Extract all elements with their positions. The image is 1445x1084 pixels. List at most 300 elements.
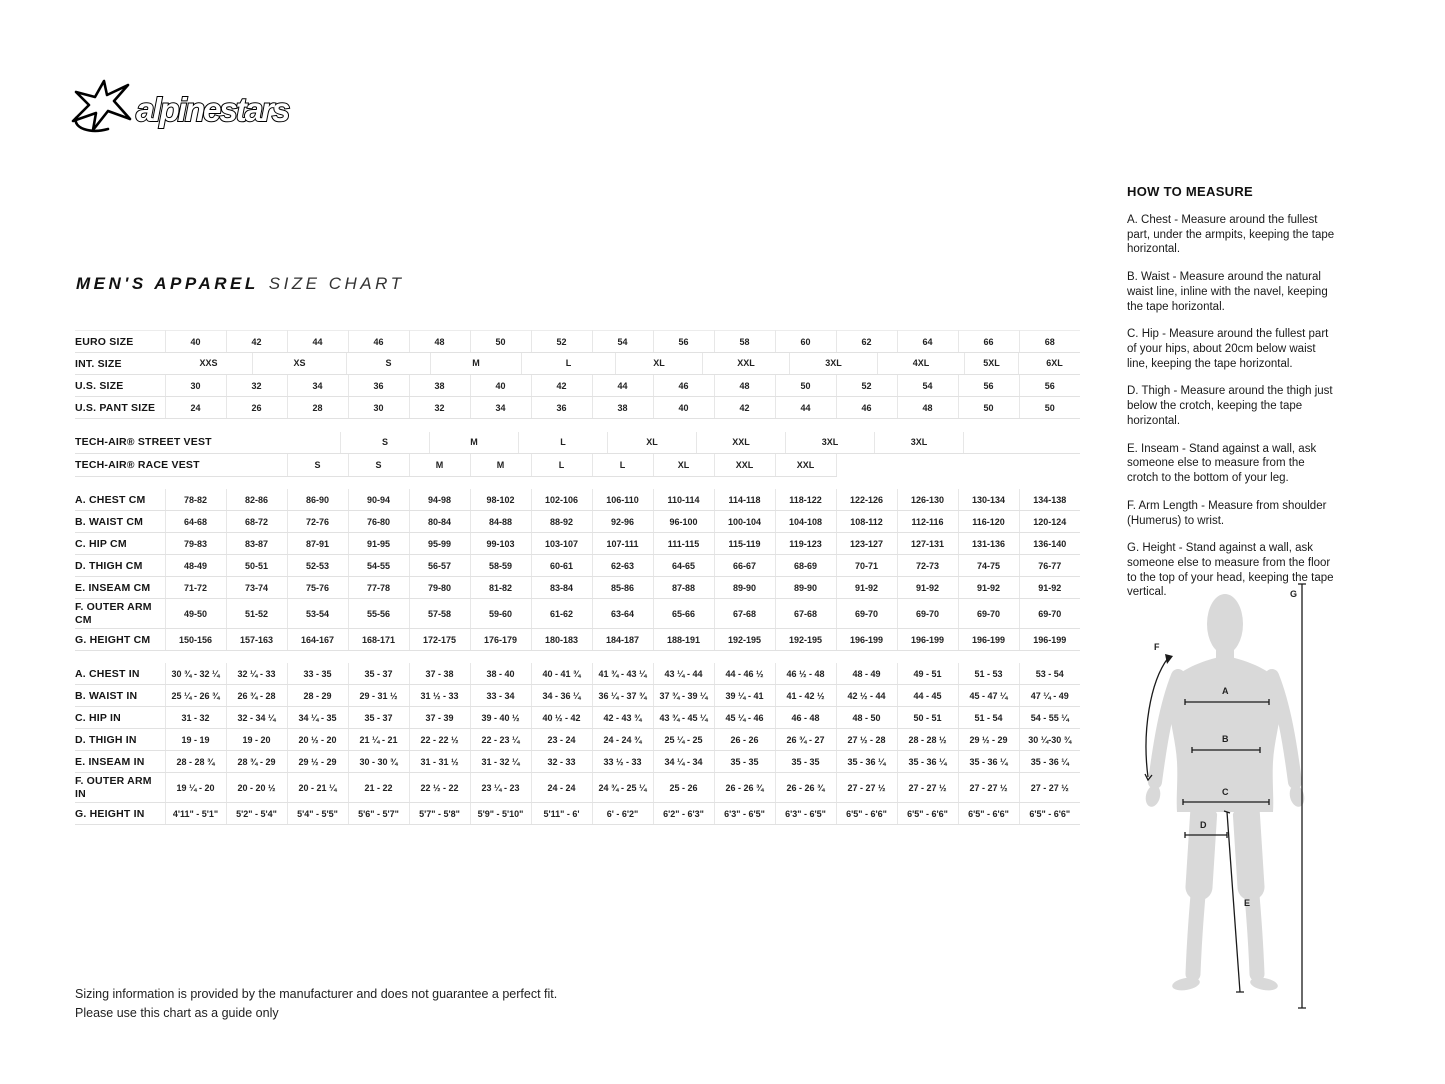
size-cell: 3XL [785,432,874,453]
size-cell: 40 [653,397,714,419]
size-cell: 50 [775,375,836,397]
size-cell: 54 - 55 ¼ [1019,707,1080,729]
size-cell: 89-90 [775,577,836,599]
size-cell: 32 [409,397,470,419]
how-to-measure-panel [1127,184,1335,613]
size-cell: 73-74 [226,577,287,599]
size-cell: 61-62 [531,599,592,629]
size-cell: 108-112 [836,511,897,533]
size-cell: 20 - 21 ¼ [287,773,348,803]
size-cell: 3XL [789,353,877,374]
size-cell: 51 - 53 [958,663,1019,685]
size-cell: 5'2" - 5'4" [226,803,287,825]
size-cell: 112-116 [897,511,958,533]
page-title [76,274,405,294]
row-label: INT. SIZE [75,353,165,375]
size-cell: 42 [531,375,592,397]
size-cell: 50 [1019,397,1080,419]
table-spacer-row [75,419,1080,432]
size-cell: M [470,454,531,477]
table-row [75,729,1080,751]
size-cell: 5'9" - 5'10" [470,803,531,825]
size-cell: 68-69 [775,555,836,577]
size-cell: 35 - 35 [714,751,775,773]
size-cell: 6XL [1018,353,1090,374]
size-cell: 34 ¼ - 34 [653,751,714,773]
size-cell: 43 ¼ - 44 [653,663,714,685]
size-cell: M [409,454,470,477]
size-cell: 79-83 [165,533,226,555]
size-cell [897,454,958,477]
size-cell: 34 [287,375,348,397]
size-cell: L [518,432,607,453]
row-label: G. HEIGHT IN [75,803,165,825]
size-cell: 66-67 [714,555,775,577]
size-cell: 26 - 26 [714,729,775,751]
size-cell: 51-52 [226,599,287,629]
table-spacer-row [75,651,1080,664]
size-cell: 28 [287,397,348,419]
size-cell: 86-90 [287,489,348,511]
figure-label-arm: F [1154,642,1160,652]
size-cell [836,454,897,477]
row-label: B. WAIST IN [75,685,165,707]
size-cell: 126-130 [897,489,958,511]
size-cell: 35 - 36 ¼ [1019,751,1080,773]
size-cell: 31 - 32 ¼ [470,751,531,773]
size-cell: 67-68 [714,599,775,629]
size-cell: 6'2" - 6'3" [653,803,714,825]
table-row [75,397,1080,419]
size-cell: 91-92 [958,577,1019,599]
size-cell: 72-76 [287,511,348,533]
size-cell: 134-138 [1019,489,1080,511]
size-cell: 102-106 [531,489,592,511]
size-cell: 58 [714,331,775,353]
size-cell: 34 - 36 ¼ [531,685,592,707]
size-cell: 35 - 36 ¼ [836,751,897,773]
size-cell: 83-87 [226,533,287,555]
size-cell: XS [252,353,346,374]
size-cell: 27 ½ - 28 [836,729,897,751]
size-cell: 76-80 [348,511,409,533]
figure-label-inseam: E [1244,898,1251,908]
size-cell: 54 [592,331,653,353]
size-cell: 22 - 22 ½ [409,729,470,751]
size-cell: 39 - 40 ½ [470,707,531,729]
table-row [75,577,1080,599]
size-cell: 118-122 [775,489,836,511]
table-row [75,511,1080,533]
size-cell: XL [607,432,696,453]
size-cell: 30 ¼-30 ¾ [1019,729,1080,751]
size-cell: 23 ¼ - 23 [470,773,531,803]
size-cell: 180-183 [531,629,592,651]
size-cell: 62-63 [592,555,653,577]
size-cell: 33 - 34 [470,685,531,707]
size-cell: 6'3" - 6'5" [714,803,775,825]
size-cell: 71-72 [165,577,226,599]
size-cell: 114-118 [714,489,775,511]
size-cell: 19 ¼ - 20 [165,773,226,803]
size-cell: 83-84 [531,577,592,599]
size-cell: 157-163 [226,629,287,651]
size-cell: 6'5" - 6'6" [958,803,1019,825]
size-cell: 168-171 [348,629,409,651]
table-row [75,751,1080,773]
size-cell: 39 ¼ - 41 [714,685,775,707]
size-cell: 120-124 [1019,511,1080,533]
size-cell: 122-126 [836,489,897,511]
size-cell: 27 - 27 ½ [1019,773,1080,803]
size-cell: 42 [714,397,775,419]
size-cell: 87-91 [287,533,348,555]
size-cell: 69-70 [836,599,897,629]
size-cell: 35 - 37 [348,663,409,685]
size-cell: 19 - 19 [165,729,226,751]
size-cell: 28 - 28 ¾ [165,751,226,773]
size-cell: 31 - 32 [165,707,226,729]
size-cell: 48 [409,331,470,353]
size-cell: 56 [1019,375,1080,397]
size-cell: 78-82 [165,489,226,511]
size-cell: 53 - 54 [1019,663,1080,685]
size-cell: 100-104 [714,511,775,533]
measure-instruction: E. Inseam - Stand against a wall, ask someone else to measure from the crotch to the bottom of your leg. [1127,442,1317,485]
size-cell: 36 ¼ - 37 ¾ [592,685,653,707]
size-cell: 29 - 31 ½ [348,685,409,707]
size-cell: 64 [897,331,958,353]
table-row [75,431,1080,454]
row-label: C. HIP CM [75,533,165,555]
size-cell: 44 [287,331,348,353]
size-cell: 4'11" - 5'1" [165,803,226,825]
table-row [75,331,1080,353]
size-cell: 5'6" - 5'7" [348,803,409,825]
size-cell: 22 - 23 ¼ [470,729,531,751]
size-cell: 6'5" - 6'6" [836,803,897,825]
figure-label-waist: B [1222,734,1229,744]
size-cell: 57-58 [409,599,470,629]
size-cell: 98-102 [470,489,531,511]
size-cell: 21 ¼ - 21 [348,729,409,751]
size-cell: 79-80 [409,577,470,599]
size-cell: 92-96 [592,511,653,533]
size-cell: 46 [836,397,897,419]
page-title-main: MEN'S APPAREL [76,274,259,293]
row-label: F. OUTER ARM IN [75,773,165,803]
size-cell: 48 - 49 [836,663,897,685]
row-label: E. INSEAM IN [75,751,165,773]
size-cell: 37 ¾ - 39 ¼ [653,685,714,707]
size-cell: 52 [836,375,897,397]
size-cell: 172-175 [409,629,470,651]
size-cell: 44 - 45 [897,685,958,707]
size-cell: S [287,454,348,477]
size-cell: 44 - 46 ½ [714,663,775,685]
size-cell: 184-187 [592,629,653,651]
size-cell [958,454,1019,477]
size-cell: 5'11" - 6' [531,803,592,825]
size-cell: 49-50 [165,599,226,629]
size-cell: 38 - 40 [470,663,531,685]
row-label: A. CHEST CM [75,489,165,511]
size-cell: 32 ¼ - 33 [226,663,287,685]
figure-label-chest: A [1222,686,1229,696]
table-row [75,489,1080,511]
size-cell: 45 ¼ - 46 [714,707,775,729]
how-to-measure-list [1127,213,1335,600]
size-cell: 76-77 [1019,555,1080,577]
table-row [75,629,1080,651]
size-cell: 46 [348,331,409,353]
size-cell: 25 ¼ - 26 ¾ [165,685,226,707]
size-cell: 123-127 [836,533,897,555]
size-cell: 52 [531,331,592,353]
measure-instruction: F. Arm Length - Measure from shoulder (Humerus) to wrist. [1127,499,1327,527]
size-cell: 26 ¾ - 27 [775,729,836,751]
size-cell: 95-99 [409,533,470,555]
figure-label-hip: C [1222,787,1229,797]
size-cell: 32 - 33 [531,751,592,773]
size-cell: 24 - 24 [531,773,592,803]
size-cell: XXL [696,432,785,453]
size-cell: 50 [470,331,531,353]
size-cell: 42 [226,331,287,353]
size-cell: 37 - 38 [409,663,470,685]
size-cell: 48-49 [165,555,226,577]
size-cell: 4XL [877,353,964,374]
size-cell: 77-78 [348,577,409,599]
disclaimer [75,985,557,1024]
size-cell: 69-70 [958,599,1019,629]
body-measurement-diagram [1132,572,1317,1032]
size-cell: 72-73 [897,555,958,577]
size-cell: S [346,353,430,374]
size-cell: 60-61 [531,555,592,577]
size-cell: 26 [226,397,287,419]
table-row [75,454,1080,477]
size-cell: 24 [165,397,226,419]
size-cell: 84-88 [470,511,531,533]
size-cell: 40 [165,331,226,353]
size-cell: 26 ¾ - 28 [226,685,287,707]
size-cell: 34 ¼ - 35 [287,707,348,729]
size-cell: 196-199 [1019,629,1080,651]
size-cell: 96-100 [653,511,714,533]
row-label: TECH-AIR® RACE VEST [75,454,165,477]
size-cell: 54 [897,375,958,397]
size-cell: 27 - 27 ½ [836,773,897,803]
row-label: TECH-AIR® STREET VEST [75,431,165,454]
size-cell [1019,454,1080,477]
size-cell: 82-86 [226,489,287,511]
size-cell [226,454,287,477]
size-cell: 6' - 6'2" [592,803,653,825]
size-cell: 5'4" - 5'5" [287,803,348,825]
size-cell: 99-103 [470,533,531,555]
size-table [75,330,1080,825]
measure-instruction: B. Waist - Measure around the natural waist line, inline with the navel, keeping the tape horizontal. [1127,271,1328,313]
size-cell: 56 [653,331,714,353]
size-cell: 30 - 30 ¾ [348,751,409,773]
measure-instruction: D. Thigh - Measure around the thigh just below the crotch, keeping the tape horizontal. [1127,385,1333,427]
row-label: B. WAIST CM [75,511,165,533]
size-cell: 5'7" - 5'8" [409,803,470,825]
size-cell: 35 - 36 ¼ [897,751,958,773]
size-cell: XL [653,454,714,477]
size-cell: 176-179 [470,629,531,651]
size-cell: L [521,353,615,374]
size-cell: XXL [714,454,775,477]
size-cell: 3XL [874,432,964,453]
size-cell: 26 - 26 ¾ [714,773,775,803]
size-cell: S [340,432,429,453]
size-cell: XXL [702,353,789,374]
size-cell: 64-65 [653,555,714,577]
size-cell: 40 - 41 ¾ [531,663,592,685]
size-cell: 41 - 42 ½ [775,685,836,707]
size-cell: 91-92 [836,577,897,599]
size-cell: 91-92 [897,577,958,599]
row-label: EURO SIZE [75,331,165,353]
size-cell: 20 - 20 ½ [226,773,287,803]
size-cell: 44 [775,397,836,419]
table-spacer-row [75,477,1080,490]
size-cell: 47 ¼ - 49 [1019,685,1080,707]
size-cell: 192-195 [775,629,836,651]
size-cell: 65-66 [653,599,714,629]
size-cell: 40 ½ - 42 [531,707,592,729]
size-cell: 67-68 [775,599,836,629]
table-row [75,803,1080,825]
size-cell: 27 - 27 ½ [958,773,1019,803]
size-cell: 30 ¾ - 32 ¼ [165,663,226,685]
size-cell: XL [615,353,702,374]
size-cell: 27 - 27 ½ [897,773,958,803]
size-cell: 136-140 [1019,533,1080,555]
size-cell: 48 [897,397,958,419]
size-table-body [75,331,1080,825]
size-cell: 107-111 [592,533,653,555]
size-cell: 31 ½ - 33 [409,685,470,707]
size-cell: 60 [775,331,836,353]
table-row [75,533,1080,555]
size-cell: 119-123 [775,533,836,555]
table-row [75,773,1080,803]
merged-size-cells [165,353,1080,375]
size-cell: 20 ½ - 20 [287,729,348,751]
row-label: D. THIGH CM [75,555,165,577]
measure-instruction: G. Height - Stand against a wall, ask someone else to measure from the floor to the top of your head, keeping the tape vertical. [1127,542,1334,599]
size-cell: 36 [531,397,592,419]
alpinestars-wordmark: alpinestars [136,91,289,128]
size-cell: 69-70 [1019,599,1080,629]
size-cell: 62 [836,331,897,353]
size-cell: 29 ½ - 29 [958,729,1019,751]
size-cell: 81-82 [470,577,531,599]
measure-instruction: A. Chest - Measure around the fullest part, under the armpits, keeping the tape horizontal. [1127,214,1335,256]
size-cell: 88-92 [531,511,592,533]
size-cell: 41 ¾ - 43 ¼ [592,663,653,685]
size-cell: 19 - 20 [226,729,287,751]
row-label: G. HEIGHT CM [75,629,165,651]
size-cell: 50 - 51 [897,707,958,729]
size-cell: 66 [958,331,1019,353]
table-row [75,663,1080,685]
size-cell: 6'5" - 6'6" [1019,803,1080,825]
size-cell: 38 [409,375,470,397]
size-cell: 28 - 28 ½ [897,729,958,751]
size-cell: 192-195 [714,629,775,651]
size-cell: XXS [199,358,218,368]
size-cell: 28 - 29 [287,685,348,707]
size-cell: 35 - 36 ¼ [958,751,1019,773]
alpinestars-logo [70,78,330,140]
size-cell: 91-95 [348,533,409,555]
row-label: U.S. PANT SIZE [75,397,165,419]
size-cell: 40 [470,375,531,397]
size-cell: M [429,432,518,453]
size-cell: 104-108 [775,511,836,533]
size-cell: 50 [958,397,1019,419]
size-cell: 80-84 [409,511,470,533]
size-cell: 63-64 [592,599,653,629]
size-cell: 42 - 43 ¾ [592,707,653,729]
size-cell: 68-72 [226,511,287,533]
size-cell: 30 [348,397,409,419]
size-cell: 25 - 26 [653,773,714,803]
size-cell: 91-92 [1019,577,1080,599]
table-row [75,375,1080,397]
row-label: D. THIGH IN [75,729,165,751]
size-cell: 85-86 [592,577,653,599]
row-label: C. HIP IN [75,707,165,729]
size-cell: 196-199 [958,629,1019,651]
size-cell: 34 [470,397,531,419]
size-cell: 89-90 [714,577,775,599]
disclaimer-line-1: Sizing information is provided by the manufacturer and does not guarantee a perfect fit. [75,987,558,1001]
measure-instruction: C. Hip - Measure around the fullest part of your hips, about 20cm below waist line, keeping the tape horizontal. [1127,328,1329,370]
size-cell: 52-53 [287,555,348,577]
size-cell: 31 - 31 ½ [409,751,470,773]
size-cell: 64-68 [165,511,226,533]
size-cell: 44 [592,375,653,397]
size-cell: 21 - 22 [348,773,409,803]
size-cell: 28 ¾ - 29 [226,751,287,773]
size-cell: 94-98 [409,489,470,511]
table-row [75,707,1080,729]
size-cell: 110-114 [653,489,714,511]
figure-label-thigh: D [1200,820,1207,830]
row-label: F. OUTER ARM CM [75,599,165,629]
figure-label-height: G [1290,589,1298,599]
size-cell: 56-57 [409,555,470,577]
size-cell: 68 [1019,331,1080,353]
size-cell: 130-134 [958,489,1019,511]
size-cell: 24 ¾ - 25 ¼ [592,773,653,803]
size-cell: 38 [592,397,653,419]
size-cell: 6'3" - 6'5" [775,803,836,825]
size-cell: 87-88 [653,577,714,599]
size-cell: 196-199 [897,629,958,651]
size-cell: 33 ½ - 33 [592,751,653,773]
size-cell: 58-59 [470,555,531,577]
size-cell: 26 - 26 ¾ [775,773,836,803]
size-cell: 42 ½ - 44 [836,685,897,707]
size-cell: 196-199 [836,629,897,651]
row-label: A. CHEST IN [75,663,165,685]
